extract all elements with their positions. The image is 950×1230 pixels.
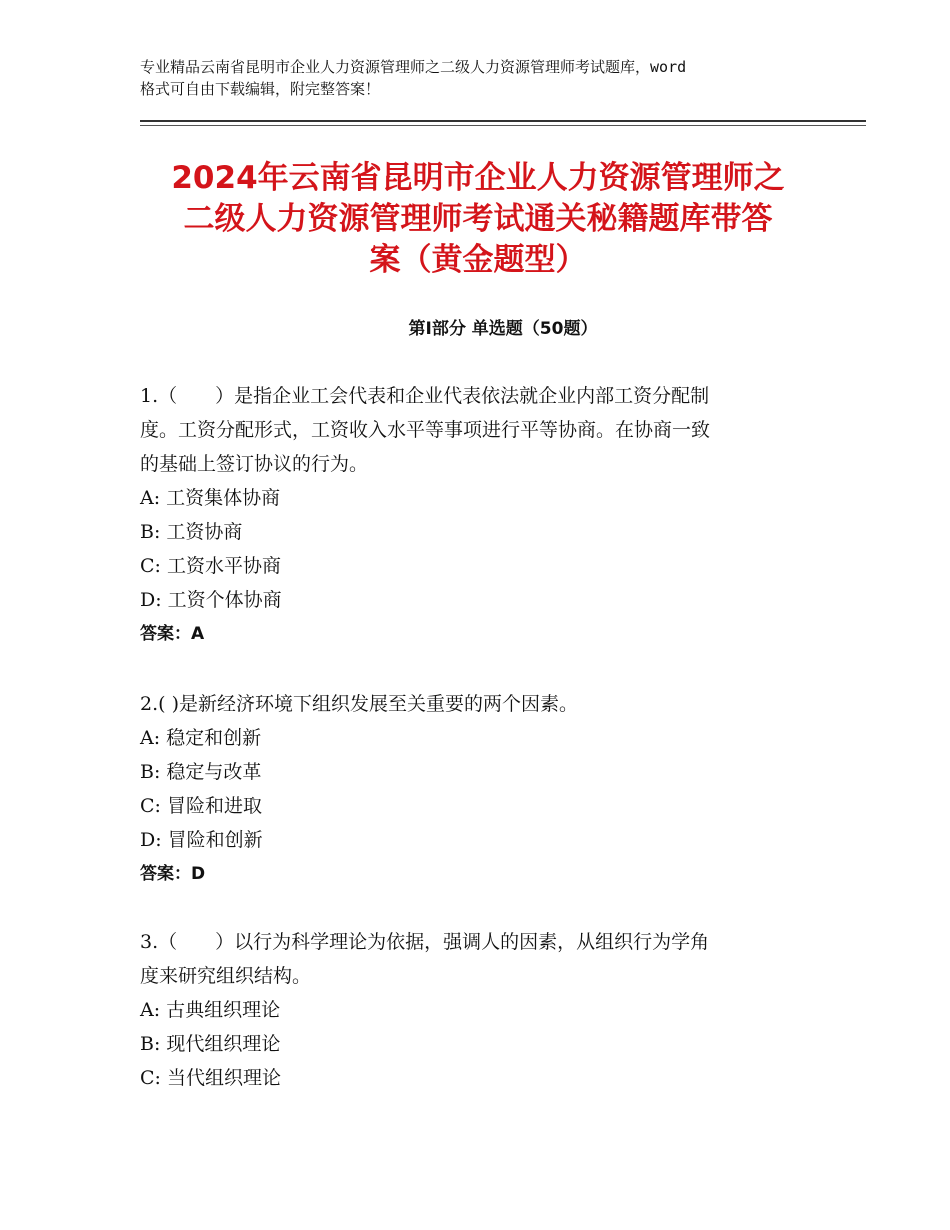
stem-line: 的基础上签订协议的行为。 <box>140 453 369 475</box>
option-b: B: 稳定与改革 <box>140 761 262 783</box>
option-a: A: 稳定和创新 <box>140 727 262 749</box>
header-divider-thin <box>140 125 866 126</box>
option-c: C: 工资水平协商 <box>140 555 281 577</box>
question-stem <box>140 925 840 993</box>
question-stem <box>140 687 840 721</box>
stem-line: 度来研究组织结构。 <box>140 965 312 987</box>
option-a: A: 古典组织理论 <box>140 999 281 1021</box>
title-line: 二级人力资源管理师考试通关秘籍题库带答 <box>183 201 773 237</box>
document-title <box>110 158 846 281</box>
answer-label: 答案：D <box>140 864 206 884</box>
stem-line: 2.( )是新经济环境下组织发展至关重要的两个因素。 <box>140 693 578 715</box>
header-note <box>140 56 830 100</box>
question-3 <box>140 925 840 1095</box>
header-note-line: 专业精品云南省昆明市企业人力资源管理师之二级人力资源管理师考试题库，word <box>140 58 687 76</box>
option-d: D: 工资个体协商 <box>140 589 282 611</box>
option-c: C: 冒险和进取 <box>140 795 262 817</box>
header-note-line: 格式可自由下载编辑，附完整答案！ <box>140 80 381 98</box>
answer-label: 答案：A <box>140 624 205 644</box>
option-c: C: 当代组织理论 <box>140 1067 281 1089</box>
section-title: 第Ⅰ部分 单选题（50题） <box>408 319 598 339</box>
stem-line: 1.（ ）是指企业工会代表和企业代表依法就企业内部工资分配制 <box>140 385 710 407</box>
question-2 <box>140 687 840 891</box>
option-b: B: 工资协商 <box>140 521 243 543</box>
title-line: 2024年云南省昆明市企业人力资源管理师之 <box>171 160 785 196</box>
question-1 <box>140 379 840 651</box>
option-d: D: 冒险和创新 <box>140 829 263 851</box>
title-line: 案（黄金题型） <box>369 242 587 278</box>
option-b: B: 现代组织理论 <box>140 1033 281 1055</box>
header-divider <box>140 120 866 122</box>
stem-line: 3.（ ）以行为科学理论为依据，强调人的因素，从组织行为学角 <box>140 931 710 953</box>
question-stem <box>140 379 840 481</box>
stem-line: 度。工资分配形式，工资收入水平等事项进行平等协商。在协商一致 <box>140 419 711 441</box>
option-a: A: 工资集体协商 <box>140 487 281 509</box>
